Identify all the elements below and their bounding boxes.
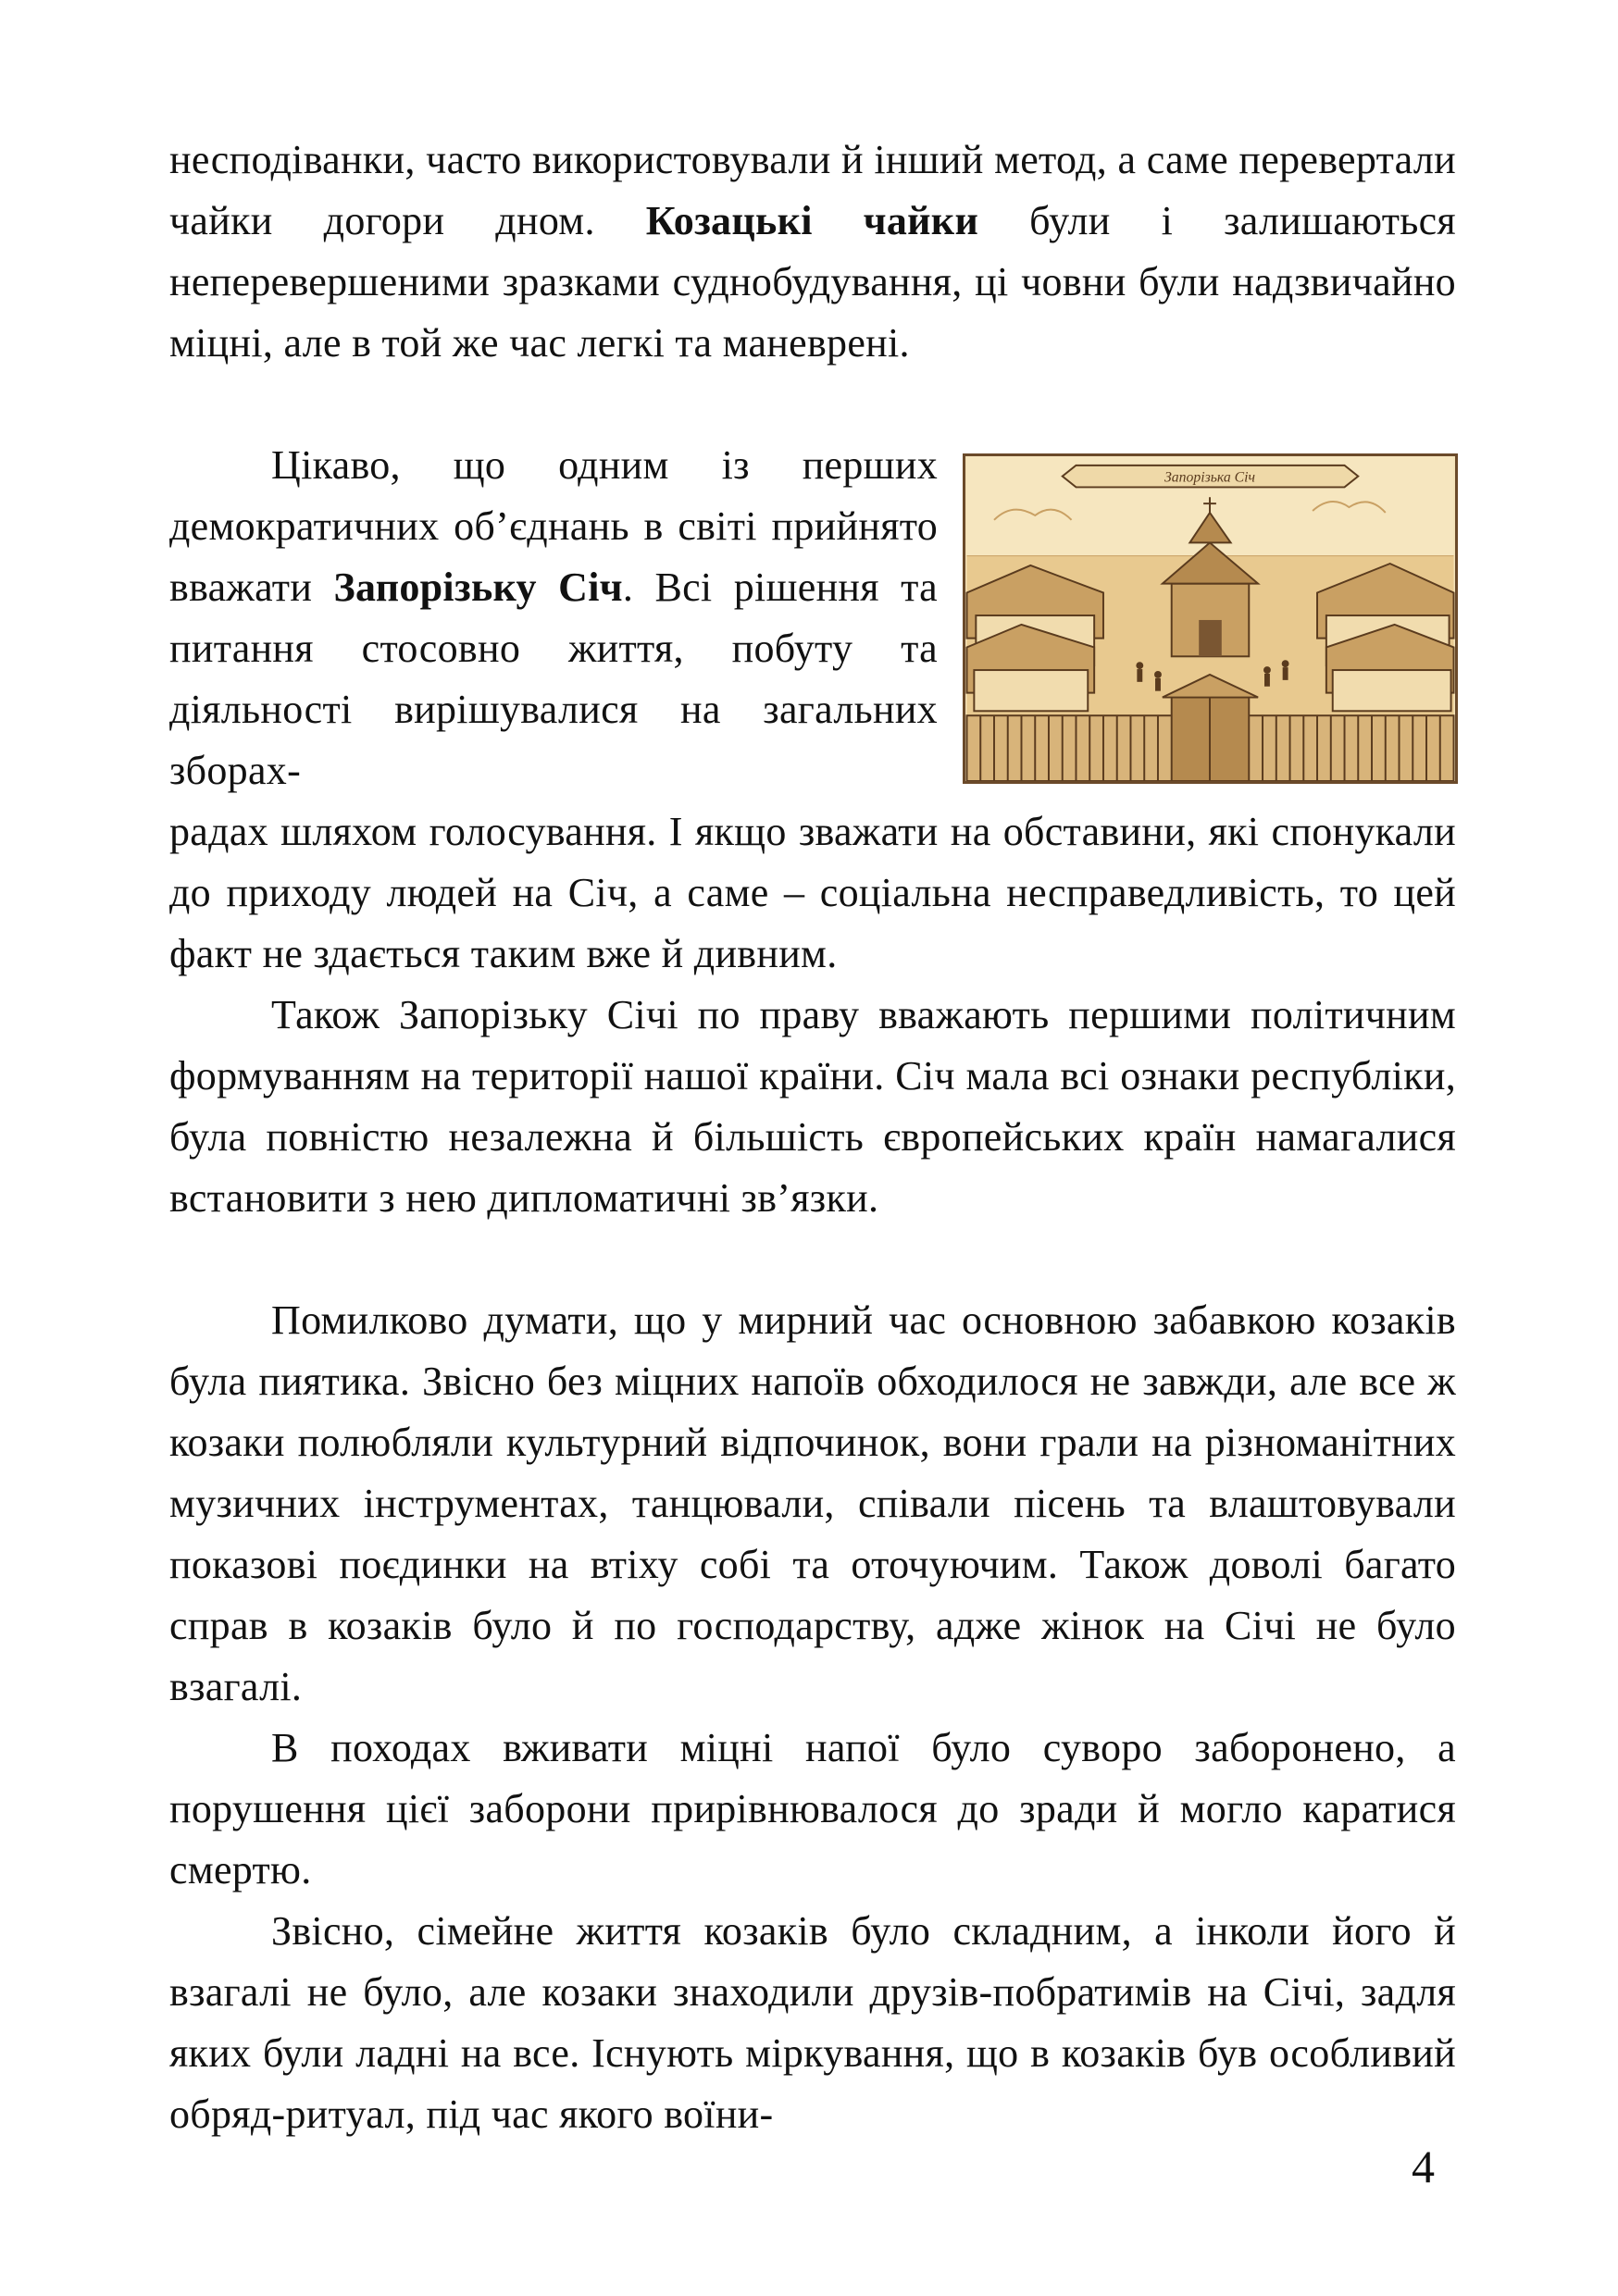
paragraph-text: були і залишаються неперевершеними зразками суднобудування, ці човни були надзвичайно міцні, але в той же час легкі та маневрені. xyxy=(169,198,1456,366)
paragraph-republic xyxy=(169,985,1456,1229)
zaporizhian-sich-illustration xyxy=(963,453,1458,784)
paragraph-brotherhood xyxy=(169,1901,1456,2145)
paragraph-sich-intro xyxy=(169,435,938,801)
paragraph-leisure xyxy=(169,1290,1456,1718)
paragraph-text: Звісно, сімейне життя козаків було складним, а інколи його й взагалі не було, але козаки знаходили друзів-побратимів на Січі, задля яких були ладні на все. Існують міркування, що в козаків був особливий обряд-ритуал, під час якого воїни- xyxy=(169,1908,1456,2137)
paragraph-text: радах шляхом голосування. І якщо зважати на обставини, які спонукали до приходу людей на Січ, а саме – соціальна несправедливість, то цей факт не здається таким вже й дивним. xyxy=(169,809,1456,976)
paragraph-chaiky xyxy=(169,130,1456,374)
paragraph-text: несподіванки, часто використовували й інший метод, а саме перевертали чайки догори дном. xyxy=(169,137,1456,243)
paragraph-text: В походах вживати міцні напої було суворо заборонено, а порушення цієї заборони прирівнювалося до зради й могло каратися смертю. xyxy=(169,1725,1456,1893)
paragraph-text: Цікаво, що одним із перших демократичних об’єднань в світі прийнято вважати xyxy=(169,442,938,610)
paragraph-campaigns xyxy=(169,1718,1456,1901)
paragraph-sich-continued xyxy=(169,801,1456,985)
paragraph-text: Помилково думати, що у мирний час основною забавкою козаків була пиятика. Звісно без міцних напоїв обходилося не завжди, але все ж козаки полюбляли культурний відпочинок, вони грали на різноманітних музичних інструментах, танцювали, співали пісень та влаштовували показові поєдинки на втіху собі та оточуючим. Також доволі багато справ в козаків було й по господарству, адже жінок на Січі не було взагалі. xyxy=(169,1297,1456,1709)
paragraph-text: Також Запорізьку Січі по праву вважають першими політичним формуванням на території нашої країни. Січ мала всі ознаки республіки, була повністю незалежна й більшість європейських країн намагалися встановити з нею дипломатичні зв’язки. xyxy=(169,992,1456,1221)
banner-label: Запорізька Січ xyxy=(1164,469,1256,486)
page-number: 4 xyxy=(1412,2141,1435,2192)
sich-engraving-image xyxy=(965,456,1455,781)
bold-term: Козацькі чайки xyxy=(645,198,979,243)
bold-term: Запорізьку Січ xyxy=(333,565,623,610)
paragraph-text: . Всі рішення та питання стосовно життя, побуту та діяльності вирішувалися на загальних зборах- xyxy=(169,565,939,793)
